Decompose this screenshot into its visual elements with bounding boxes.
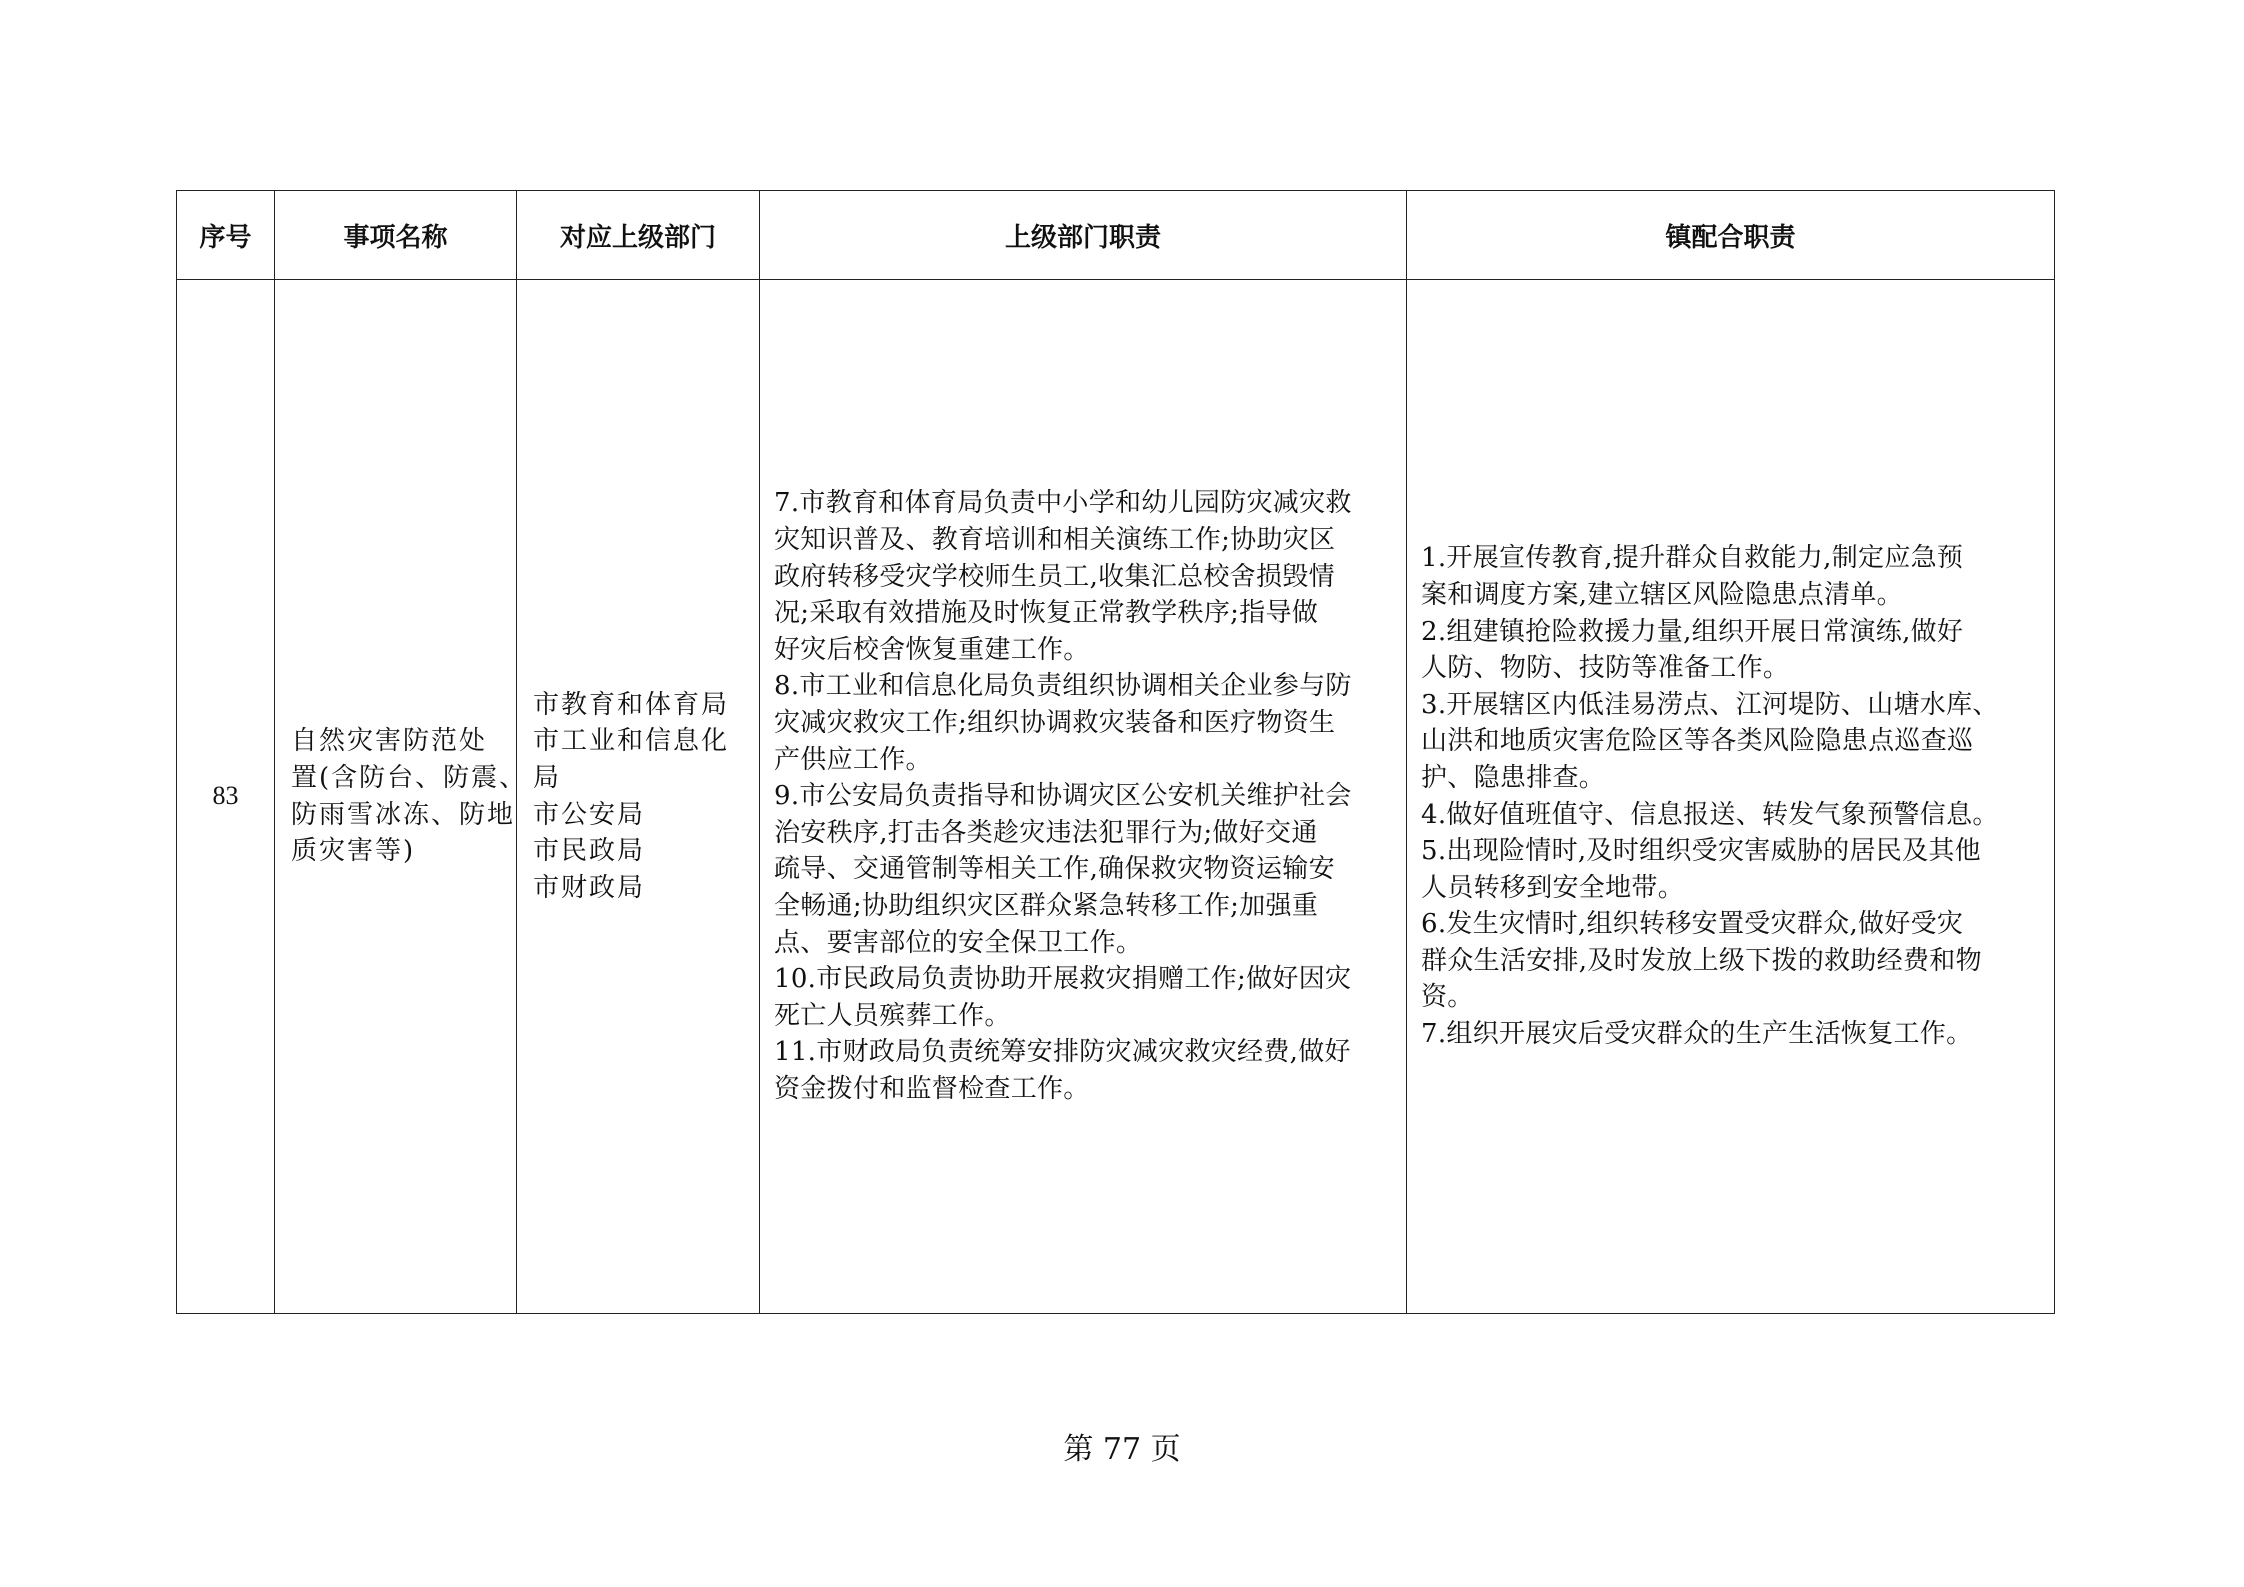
duty-table	[176, 190, 2055, 1314]
upper-duty-line: 10.市民政局负责协助开展救灾捐赠工作;做好因灾	[774, 964, 1352, 995]
town-duty-line: 7.组织开展灾后受灾群众的生产生活恢复工作。	[1421, 1019, 1973, 1050]
town-duty-line: 人员转移到安全地带。	[1421, 872, 1685, 903]
town-duty-line: 2.组建镇抢险救援力量,组织开展日常演练,做好	[1421, 616, 1964, 647]
item-name-line: 自然灾害防范处	[291, 726, 488, 757]
header-town-duties: 镇配合职责	[1407, 191, 2055, 280]
header-item-name: 事项名称	[275, 191, 517, 280]
town-duty-line: 人防、物防、技防等准备工作。	[1421, 653, 1790, 684]
upper-duty-line: 疏导、交通管制等相关工作,确保救灾物资运输安	[774, 854, 1335, 885]
town-duty-line: 资。	[1421, 982, 1474, 1013]
upper-duty-line: 灾知识普及、教育培训和相关演练工作;协助灾区	[774, 525, 1336, 556]
town-duty-line: 5.出现险情时,及时组织受灾害威胁的居民及其他	[1421, 836, 1981, 867]
upper-duty-line: 产供应工作。	[774, 744, 932, 775]
department-cell	[517, 280, 760, 1314]
upper-duty-line: 况;采取有效措施及时恢复正常教学秩序;指导做	[774, 598, 1319, 629]
item-name-line: 质灾害等)	[291, 836, 416, 867]
row-number: 83	[177, 280, 275, 1314]
upper-duty-line: 死亡人员殡葬工作。	[774, 1000, 1011, 1031]
upper-duty-line: 好灾后校舍恢复重建工作。	[774, 634, 1090, 665]
town-duty-line: 3.开展辖区内低洼易涝点、江河堤防、山塘水库、	[1421, 689, 1999, 720]
town-duty-line: 4.做好值班值守、信息报送、转发气象预警信息。	[1421, 799, 1999, 830]
town-duties-cell	[1407, 280, 2055, 1314]
town-duty-line: 6.发生灾情时,组织转移安置受灾群众,做好受灾	[1421, 909, 1964, 940]
upper-duty-line: 治安秩序,打击各类趁灾违法犯罪行为;做好交通	[774, 817, 1318, 848]
header-number: 序号	[177, 191, 275, 280]
upper-duty-line: 政府转移受灾学校师生员工,收集汇总校舍损毁情	[774, 561, 1335, 592]
upper-duties-cell	[760, 280, 1407, 1314]
upper-duty-line: 11.市财政局负责统筹安排防灾减灾救灾经费,做好	[774, 1037, 1351, 1068]
department-line: 局	[533, 762, 562, 793]
table-row	[177, 280, 2055, 1314]
table-header-row	[177, 191, 2055, 280]
town-duty-line: 山洪和地质灾害危险区等各类风险隐患点巡查巡	[1421, 726, 1974, 757]
item-name-cell	[275, 280, 528, 1314]
item-name-line: 置(含防台、防震、	[291, 762, 528, 793]
upper-duty-line: 点、要害部位的安全保卫工作。	[774, 927, 1143, 958]
upper-duty-line: 7.市教育和体育局负责中小学和幼儿园防灾减灾救	[774, 488, 1352, 519]
page-number: 第 77 页	[1063, 1432, 1181, 1467]
upper-duty-line: 9.市公安局负责指导和协调灾区公安机关维护社会	[774, 781, 1352, 812]
town-duty-line: 1.开展宣传教育,提升群众自救能力,制定应急预	[1421, 543, 1964, 574]
town-duty-line: 护、隐患排查。	[1421, 762, 1606, 793]
upper-duty-line: 8.市工业和信息化局负责组织协调相关企业参与防	[774, 671, 1352, 702]
department-line: 市民政局	[533, 836, 646, 867]
department-line: 市财政局	[533, 872, 646, 903]
upper-duty-line: 灾减灾救灾工作;组织协调救灾装备和医疗物资生	[774, 708, 1336, 739]
department-line: 市教育和体育局	[533, 689, 730, 720]
header-upper-duties: 上级部门职责	[760, 191, 1407, 280]
town-duty-line: 案和调度方案,建立辖区风险隐患点清单。	[1421, 579, 1903, 610]
department-line: 市公安局	[533, 799, 646, 830]
town-duty-line: 群众生活安排,及时发放上级下拨的救助经费和物	[1421, 945, 1982, 976]
header-upper-department: 对应上级部门	[517, 191, 760, 280]
department-line: 市工业和信息化	[533, 726, 730, 757]
upper-duty-line: 资金拨付和监督检查工作。	[774, 1073, 1090, 1104]
upper-duty-line: 全畅通;协助组织灾区群众紧急转移工作;加强重	[774, 890, 1319, 921]
item-name-line: 防雨雪冰冻、防地	[291, 799, 516, 830]
